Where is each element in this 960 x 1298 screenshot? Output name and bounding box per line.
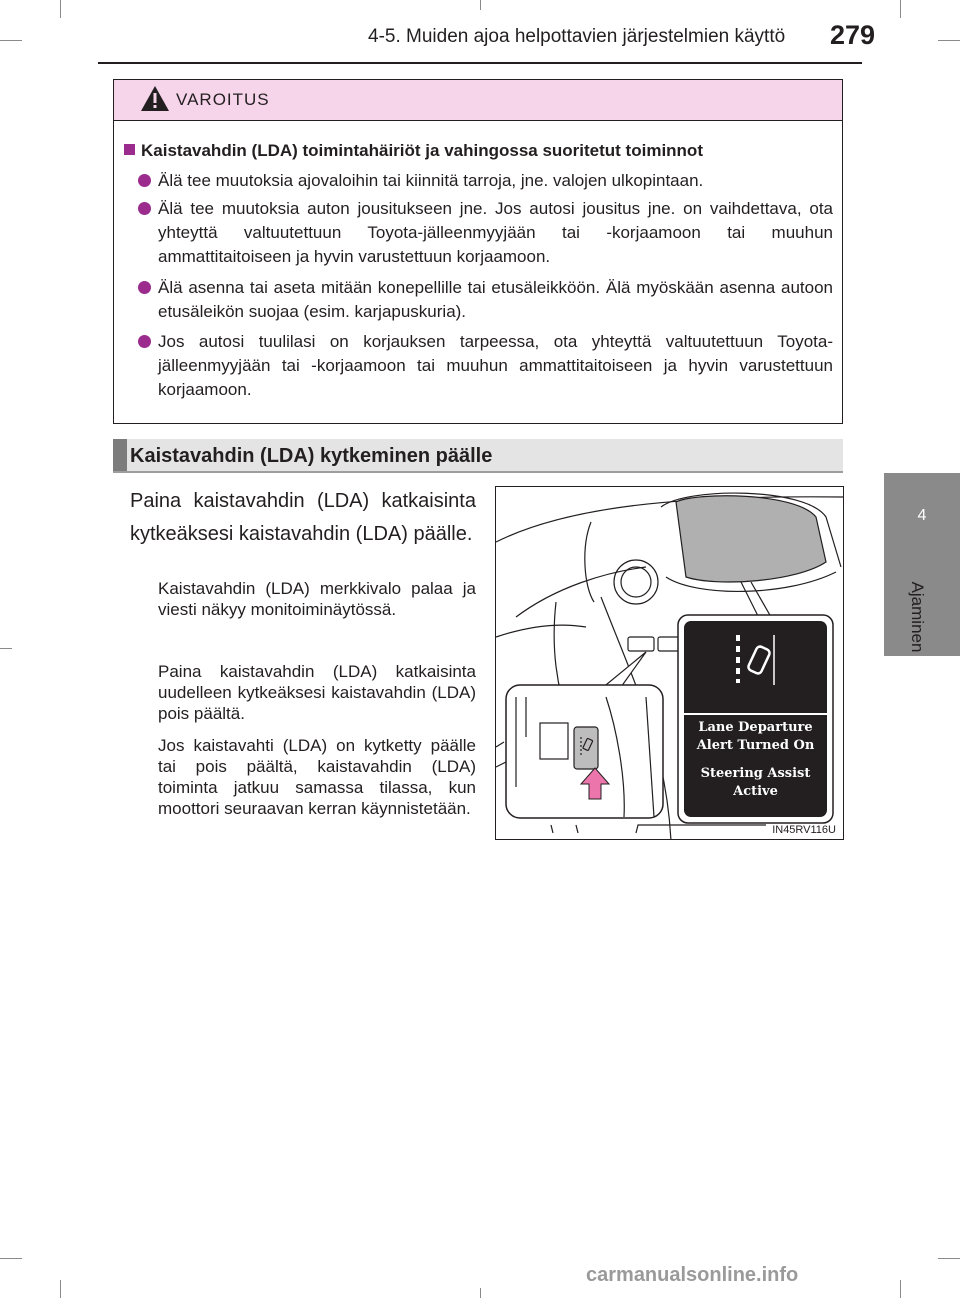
- crop-mark: [60, 1280, 61, 1298]
- display-message: [684, 719, 827, 801]
- display-line: Active: [733, 784, 778, 799]
- watermark: carmanualsonline.info: [586, 1264, 799, 1286]
- note-paragraph: Kaistavahdin (LDA) merkkivalo palaa ja viesti näkyy monitoiminäytössä.: [158, 579, 476, 619]
- bullet-dot-icon: [138, 174, 151, 187]
- figure-code: IN45RV116U: [772, 824, 836, 836]
- header-rule: [98, 62, 862, 64]
- chapter-number: 4: [917, 507, 927, 524]
- crop-mark: [480, 0, 481, 10]
- section-heading-bar: [113, 439, 127, 471]
- bullet-dot-icon: [138, 335, 151, 348]
- crop-mark: [938, 1258, 960, 1259]
- warning-bullet: Jos autosi tuulilasi on korjauksen tarpeessa, ota yhteyttä valtuutettuun Toyota-jälleenmyyjään tai -korjaamoon tai muuhun ammattitaitoiseen ja hyvin varustettuun korjaamoon.: [138, 330, 833, 402]
- square-bullet-icon: [124, 144, 135, 155]
- display-line: Steering Assist: [700, 766, 811, 781]
- warning-bullet: Älä tee muutoksia auton jousitukseen jne. Jos autosi jousitus jne. on vaihdettava, ota yhteyttä valtuutettuun Toyota-jälleenmyyjään tai -korjaamoon tai muuhun ammattitaitoiseen ja hyvin varustettuun korjaamoon.: [138, 197, 833, 269]
- chapter-label: Ajaminen: [908, 581, 927, 653]
- display-line: Lane Departure: [698, 720, 813, 735]
- note-paragraph: Paina kaistavahdin (LDA) katkaisinta uudelleen kytkeäksesi kaistavahdin (LDA) pois päältä.: [158, 662, 476, 723]
- lda-switch-illustration: [495, 486, 844, 840]
- warning-bullet: Älä asenna tai aseta mitään konepellille tai etusäleikköön. Älä myöskään asenna autoon etusäleikön suojaa (esim. karjapuskuria).: [138, 276, 833, 324]
- crop-mark: [0, 648, 12, 649]
- display-line: Alert Turned On: [696, 738, 815, 753]
- page-number: 279: [830, 20, 876, 50]
- section-heading: [113, 439, 843, 473]
- crop-mark: [60, 0, 61, 18]
- warning-header: [114, 80, 842, 121]
- crop-mark: [900, 0, 901, 18]
- running-header: 4-5. Muiden ajoa helpottavien järjestelmien käyttö: [368, 26, 786, 47]
- bullet-dot-icon: [138, 202, 151, 215]
- warning-subheading: Kaistavahdin (LDA) toimintahäiriöt ja vahingossa suoritetut toiminnot: [124, 141, 703, 161]
- crop-mark: [0, 1258, 22, 1259]
- warning-label: VAROITUS: [176, 90, 270, 109]
- bullet-dot-icon: [138, 281, 151, 294]
- crop-mark: [480, 1288, 481, 1298]
- warning-box: [113, 79, 843, 424]
- chapter-label-wrap: [887, 572, 947, 662]
- crop-mark: [938, 40, 960, 41]
- section-heading-text: Kaistavahdin (LDA) kytkeminen päälle: [130, 445, 493, 467]
- crop-mark: [0, 40, 22, 41]
- warning-bullet: Älä tee muutoksia ajovaloihin tai kiinnitä tarroja, jne. valojen ulkopintaan.: [138, 169, 833, 193]
- warning-triangle-icon: [140, 85, 170, 112]
- note-paragraph: Jos kaistavahti (LDA) on kytketty päälle tai pois päältä, kaistavahdin (LDA) toiminta jatkuu samassa tilassa, kun moottori seuraavan kerran käynnistetään.: [158, 736, 476, 818]
- crop-mark: [900, 1280, 901, 1298]
- main-instruction: Paina kaistavahdin (LDA) katkaisinta kytkeäksesi kaistavahdin (LDA) päälle.: [130, 490, 476, 545]
